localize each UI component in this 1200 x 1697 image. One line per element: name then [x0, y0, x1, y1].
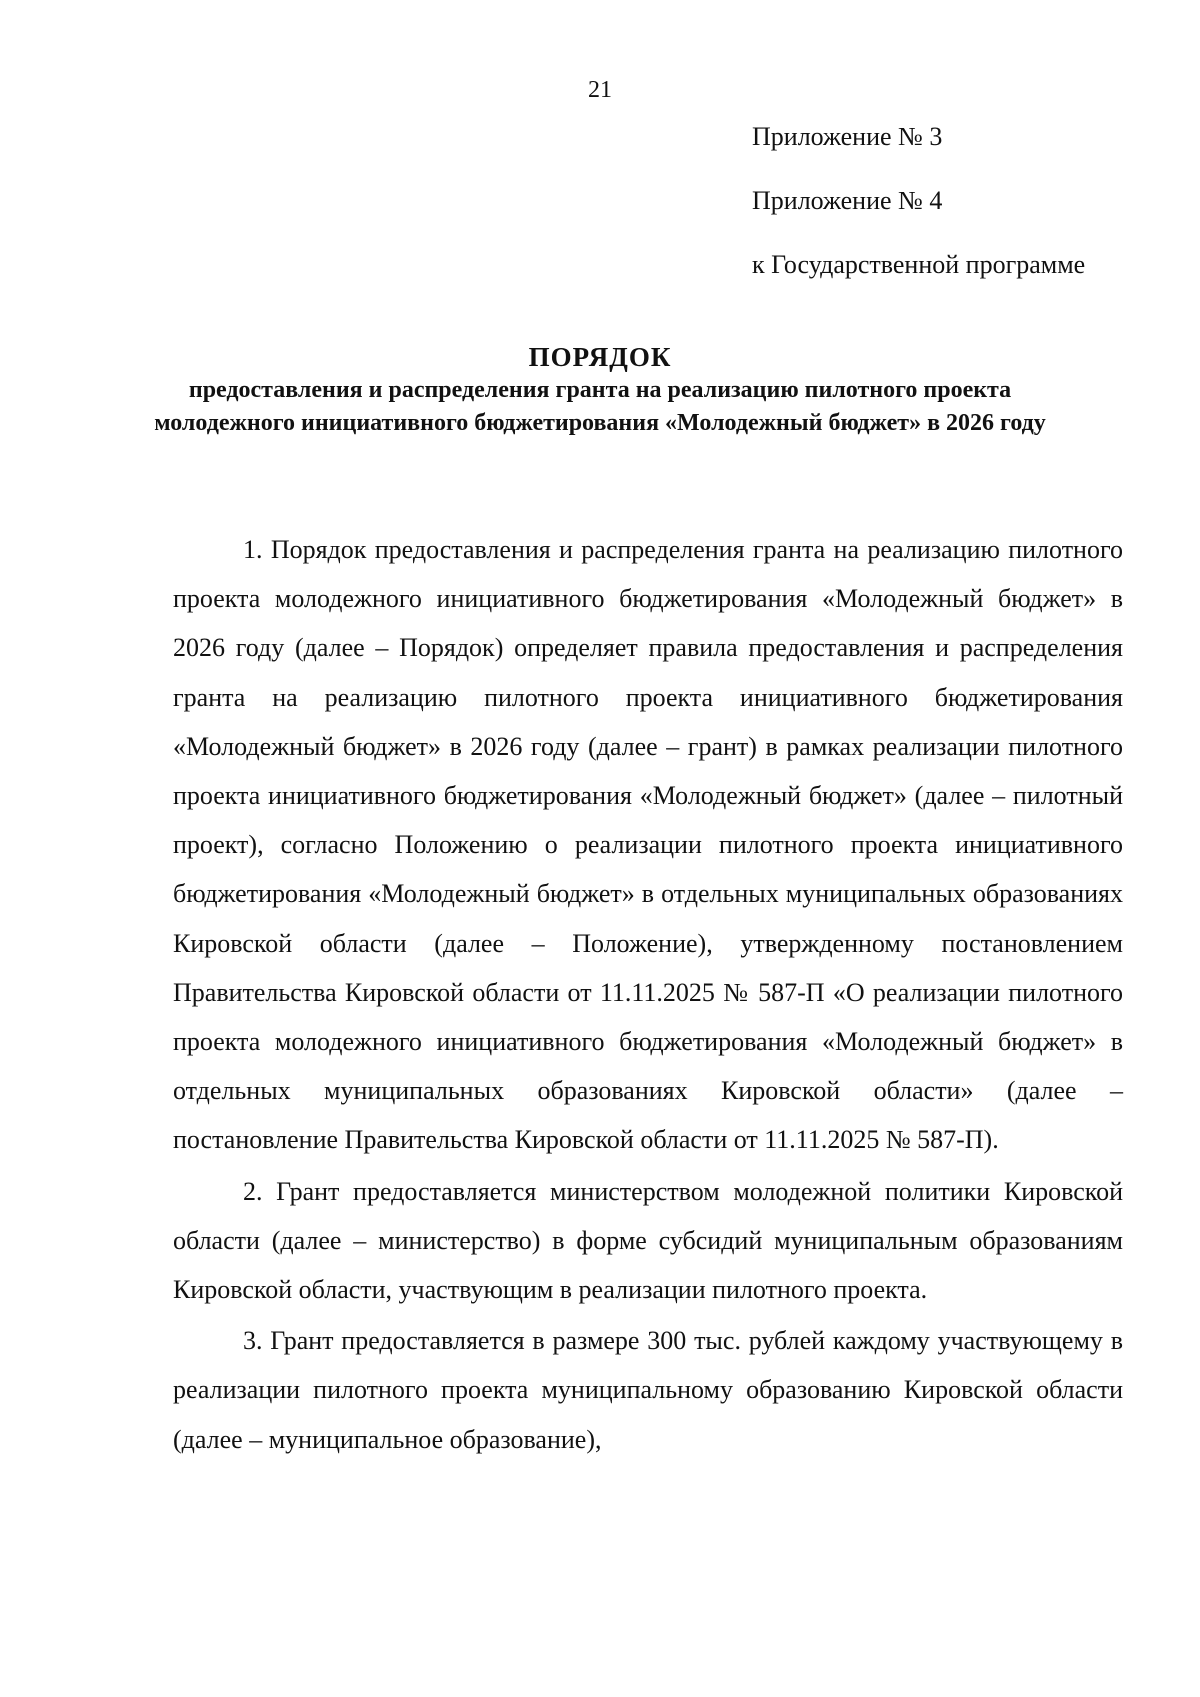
- document-subtitle: предоставления и распределения гранта на реализацию пилотного проекта молодежного инициативного бюджетирования «Молодежный бюджет» в 2026 году: [154, 377, 1046, 436]
- document-title: ПОРЯДОК: [528, 342, 672, 372]
- page-number: 21: [588, 77, 612, 103]
- paragraph-1: 1. Порядок предоставления и распределения гранта на реализацию пилотного проекта молодежного инициативного бюджетирования «Молодежный бюджет» в 2026 году (далее – Порядок) определяет правила предоставления и распределения гранта на реализацию пилотного проекта инициативного бюджетирования «Молодежный бюджет» в 2026 году (далее – грант) в рамках реализации пилотного проекта инициативного бюджетирования «Молодежный бюджет» (далее – пилотный проект), согласно Положению о реализации пилотного проекта инициативного бюджетирования «Молодежный бюджет» в отдельных муниципальных образованиях Кировской области (далее – Положение), утвержденному постановлением Правительства Кировской области от 11.11.2025 № 587-П «О реализации пилотного проекта молодежного инициативного бюджетирования «Молодежный бюджет» в отдельных муниципальных образованиях Кировской области» (далее – постановление Правительства Кировской области от 11.11.2025 № 587-П).: [173, 535, 1123, 1155]
- appendix-line-1: Приложение № 3: [752, 122, 943, 151]
- paragraph-3: 3. Грант предоставляется в размере 300 тыс. рублей каждому участвующему в реализации пилотного проекта муниципальному образованию Кировской области (далее – муниципальное образование),: [173, 1326, 1123, 1454]
- appendix-line-2: Приложение № 4: [752, 186, 943, 215]
- document-title-block: [150, 340, 1050, 440]
- paragraph-2: 2. Грант предоставляется министерством молодежной политики Кировской области (далее – министерство) в форме субсидий муниципальным образованиям Кировской области, участвующим в реализации пилотного проекта.: [173, 1176, 1123, 1305]
- appendix-line-3: к Государственной программе: [752, 250, 1086, 279]
- document-body: [173, 525, 1123, 1464]
